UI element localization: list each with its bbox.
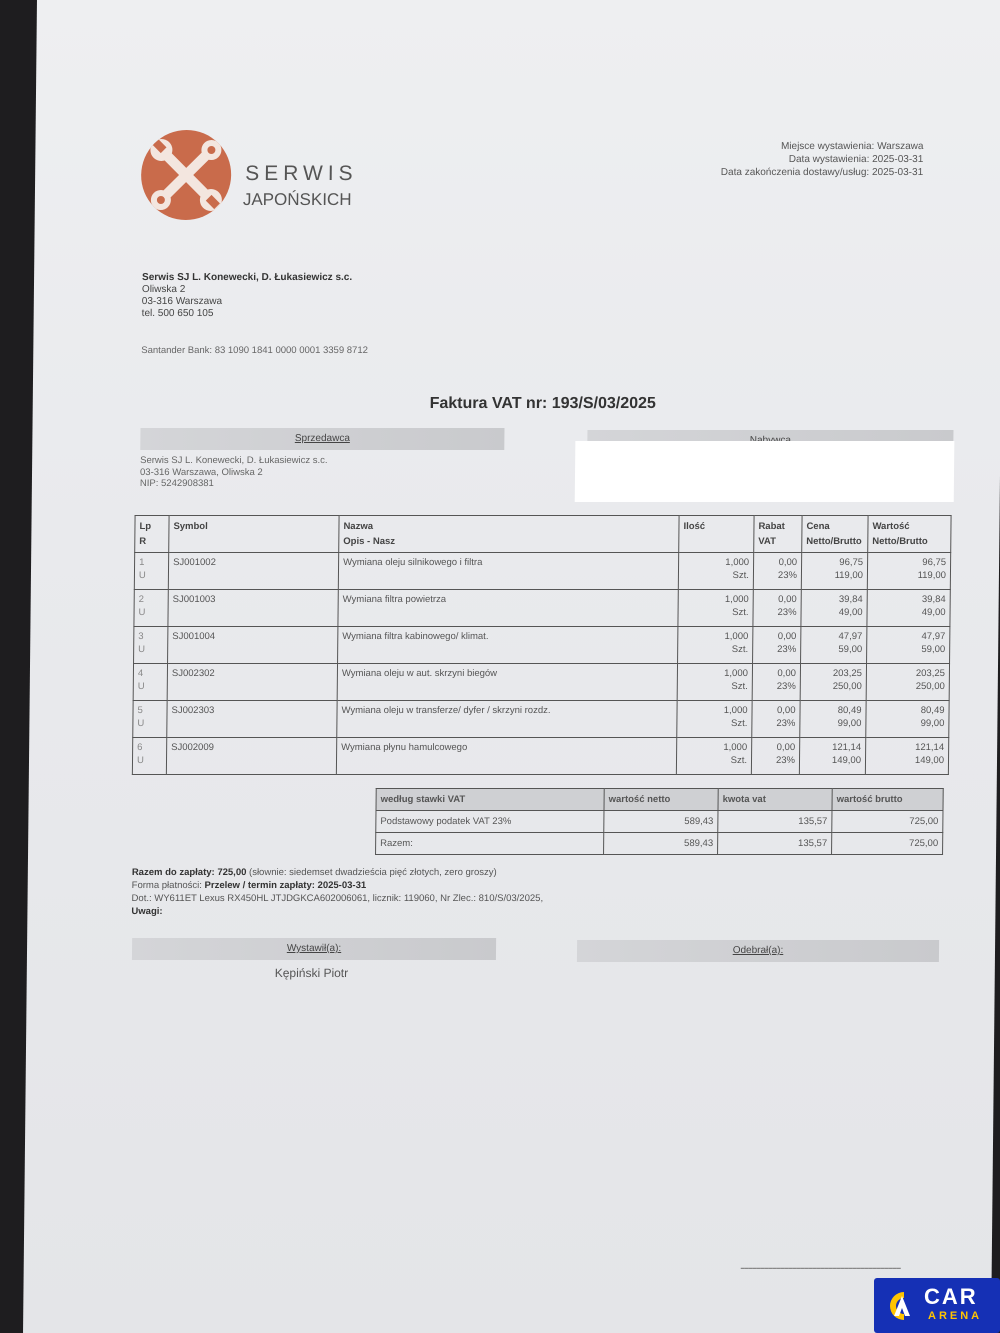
cell-lp: 4 U <box>133 664 167 701</box>
seller-nip: NIP: 5242908381 <box>139 478 214 489</box>
cell-qty: 1,000 Szt. <box>678 553 753 590</box>
cell-name: Wymiana płynu hamulcowego <box>336 738 676 775</box>
cell-discount: 0,00 23% <box>752 701 800 738</box>
bank-account: Santander Bank: 83 1090 1841 0000 0001 3359 8712 <box>141 345 368 356</box>
cell-name: Wymiana oleju w aut. skrzyni biegów <box>337 664 677 701</box>
cell-lp: 1 U <box>134 553 168 590</box>
cell-name: Wymiana filtra kabinowego/ klimat. <box>338 627 678 664</box>
invoice-title: Faktura VAT nr: 193/S/03/2025 <box>429 395 656 412</box>
cell-symbol: SJ002009 <box>166 738 336 775</box>
cell-price: 96,75 119,00 <box>801 553 867 590</box>
payment-info <box>131 866 543 918</box>
buyer-redaction <box>575 441 955 502</box>
table-row <box>134 553 950 590</box>
notes-label: Uwagi: <box>131 906 163 917</box>
table-row <box>134 627 950 664</box>
cell-price: 47,97 59,00 <box>801 627 867 664</box>
cell-lp: 6 U <box>132 738 166 775</box>
vat-col-net: wartość netto <box>604 789 718 811</box>
vat-col-vat: kwota vat <box>718 789 832 811</box>
col-price: Cena Netto/Brutto <box>802 516 868 553</box>
table-row <box>133 701 949 738</box>
vat-row: Podstawowy podatek VAT 23% 589,43 135,57 725,00 <box>376 811 943 833</box>
issue-place: Miejsce wystawienia: Warszawa <box>780 141 924 152</box>
cell-discount: 0,00 23% <box>753 553 801 590</box>
cell-name: Wymiana filtra powietrza <box>338 590 678 627</box>
issue-date: Data wystawienia: 2025-03-31 <box>788 154 924 165</box>
vat-col-rate: według stawki VAT <box>376 789 604 811</box>
vehicle-info: Dot.: WY611ET Lexus RX450HL JTJDGKCA602006061, licznik: 119060, Nr Zlec.: 810/S/03/2025, <box>131 893 544 904</box>
vat-total-row: Razem: 589,43 135,57 725,00 <box>376 833 943 855</box>
issue-meta <box>721 140 924 179</box>
invoice-paper <box>23 0 1000 1333</box>
cell-symbol: SJ001003 <box>168 590 338 627</box>
cell-value: 121,14 149,00 <box>865 738 948 775</box>
items-table <box>132 515 952 775</box>
cell-value: 80,49 99,00 <box>866 701 949 738</box>
col-value: Wartość Netto/Brutto <box>868 516 951 553</box>
items-header-row <box>135 516 951 553</box>
company-city: 03-316 Warszawa <box>141 296 223 307</box>
cell-qty: 1,000 Szt. <box>678 590 753 627</box>
col-qty: Ilość <box>679 516 754 553</box>
cell-price: 121,14 149,00 <box>799 738 865 775</box>
company-street: Oliwska 2 <box>141 284 186 295</box>
cell-qty: 1,000 Szt. <box>676 738 751 775</box>
cell-price: 39,84 49,00 <box>801 590 867 627</box>
cell-discount: 0,00 23% <box>753 627 801 664</box>
wrench-logo-icon <box>141 130 232 220</box>
col-discount: Rabat VAT <box>754 516 802 553</box>
vat-col-gross: wartość brutto <box>832 789 943 811</box>
logo-text-serwis: SERWIS <box>245 162 358 185</box>
col-lp: Lp R <box>135 516 169 553</box>
seller-line: 03-316 Warszawa, Oliwska 2 <box>139 466 263 478</box>
car-arena-watermark <box>874 1278 1000 1333</box>
cell-discount: 0,00 23% <box>751 738 799 775</box>
cell-lp: 2 U <box>134 590 168 627</box>
table-row <box>133 664 949 701</box>
table-row <box>132 738 948 775</box>
seller-heading: Sprzedawca <box>140 428 504 450</box>
col-symbol: Symbol <box>169 516 339 553</box>
cell-symbol: SJ001004 <box>168 627 338 664</box>
fine-print: ▬▬▬▬▬▬▬▬▬▬▬▬▬▬▬▬▬▬▬▬▬▬▬▬▬▬▬▬▬▬▬▬▬▬▬▬▬▬▬▬ <box>740 1265 901 1270</box>
col-name: Nazwa Opis - Nasz <box>339 516 679 553</box>
received-by-heading: Odebrał(a): <box>577 940 939 962</box>
cell-qty: 1,000 Szt. <box>677 701 752 738</box>
cell-price: 203,25 250,00 <box>800 664 866 701</box>
cell-value: 203,25 250,00 <box>866 664 949 701</box>
cell-symbol: SJ002303 <box>167 701 337 738</box>
cell-price: 80,49 99,00 <box>800 701 866 738</box>
cell-name: Wymiana oleju silnikowego i filtra <box>338 553 678 590</box>
payment-method: Forma płatności: Przelew / termin zapłaty: 2025-03-31 <box>131 880 367 891</box>
cell-qty: 1,000 Szt. <box>677 664 752 701</box>
delivery-date: Data zakończenia dostawy/usług: 2025-03-31 <box>720 167 924 178</box>
cell-name: Wymiana oleju w transferze/ dyfer / skrzyni rozdz. <box>337 701 677 738</box>
company-name: Serwis SJ L. Konewecki, D. Łukasiewicz s.c. <box>142 272 353 283</box>
cell-lp: 5 U <box>133 701 167 738</box>
company-address <box>142 272 353 320</box>
cell-symbol: SJ001002 <box>168 553 338 590</box>
car-arena-logo-icon <box>884 1290 912 1322</box>
total-due: Razem do zapłaty: 725,00 (słownie: siedemset dwadzieścia pięć złotych, zero groszy) <box>131 867 497 878</box>
cell-value: 47,97 59,00 <box>867 627 950 664</box>
issued-by-heading: Wystawił(a): <box>132 938 496 960</box>
seller-line: Serwis SJ L. Konewecki, D. Łukasiewicz s.c. <box>140 455 328 466</box>
cell-qty: 1,000 Szt. <box>678 627 753 664</box>
table-row <box>134 590 950 627</box>
cell-lp: 3 U <box>134 627 168 664</box>
vat-header-row <box>376 789 943 811</box>
logo-text-japonskich: JAPOŃSKICH <box>242 190 352 209</box>
watermark-text-arena: ARENA <box>928 1310 983 1322</box>
cell-discount: 0,00 23% <box>753 590 801 627</box>
cell-value: 96,75 119,00 <box>867 553 950 590</box>
company-phone: tel. 500 650 105 <box>141 308 214 319</box>
cell-symbol: SJ002302 <box>167 664 337 701</box>
issuer-name: Kępiński Piotr <box>274 966 349 980</box>
cell-discount: 0,00 23% <box>752 664 800 701</box>
seller-info <box>140 455 328 490</box>
cell-value: 39,84 49,00 <box>867 590 950 627</box>
watermark-text-car: CAR <box>924 1284 978 1309</box>
vat-summary-table <box>375 788 944 855</box>
